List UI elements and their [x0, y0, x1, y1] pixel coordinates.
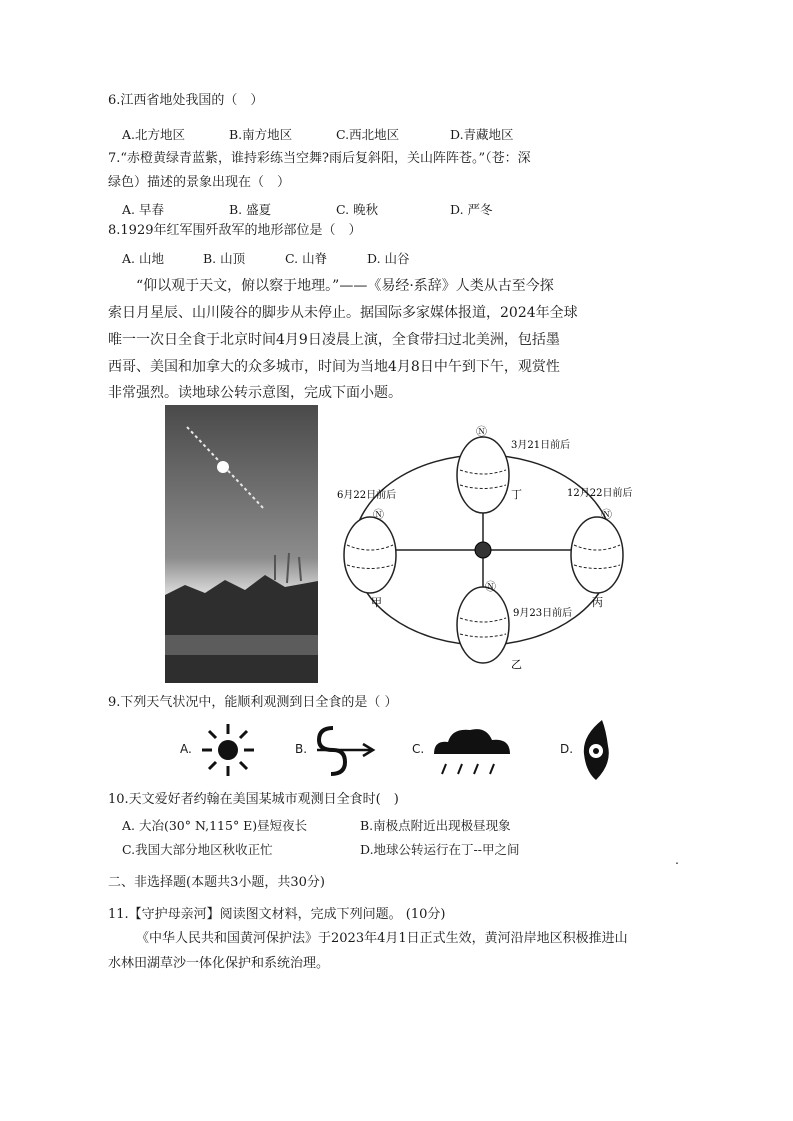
- q7-option-a: A. 早春: [122, 202, 164, 217]
- position-yi: 乙: [511, 658, 522, 671]
- passage-line-1: “仰以观于天文，俯以察于地理。”——《易经·系辞》人类从古至今探: [136, 278, 554, 294]
- q9-option-a-label: A.: [180, 742, 192, 756]
- passage-line-4: 西哥、美国和加拿大的众多城市，时间为当地4月8日中午到下午，观赏性: [108, 359, 560, 375]
- q9-option-c-label: C.: [412, 742, 425, 756]
- q9-option-a: [180, 720, 270, 780]
- q6-stem: 6.江西省地处我国的（ ）: [108, 93, 264, 108]
- wind-icon: [311, 720, 381, 780]
- north-pole-symbol-right: Ⓝ: [601, 508, 612, 521]
- q10-stem: 10.天文爱好者约翰在美国某城市观测日全食时( ): [108, 792, 399, 807]
- rain-cloud-icon: [428, 720, 518, 780]
- north-pole-symbol-left: Ⓝ: [373, 508, 384, 521]
- north-pole-symbol-top: Ⓝ: [476, 425, 487, 438]
- q9-option-c: [412, 720, 522, 780]
- q8-stem: 8.1929年红军围歼敌军的地形部位是（ ）: [108, 223, 362, 238]
- position-jia: 甲: [371, 596, 382, 609]
- q10-option-c: C.我国大部分地区秋收正忙: [122, 842, 273, 857]
- q11-para-line2: 水林田湖草沙一体化保护和系统治理。: [108, 956, 330, 971]
- position-ding: 丁: [511, 488, 522, 501]
- date-mar21: 3月21日前后: [511, 440, 571, 451]
- passage-line-3: 唯一一次日全食于北京时间4月9日凌晨上演，全食带扫过北美洲，包括墨: [108, 332, 560, 348]
- date-sep23: 9月23日前后: [513, 608, 573, 619]
- q6-option-c: C.西北地区: [336, 127, 400, 142]
- q9-option-b: [295, 720, 385, 780]
- q7-option-b: B. 盛夏: [229, 202, 272, 217]
- q9-option-b-label: B.: [295, 742, 308, 756]
- earth-bottom: [457, 587, 509, 663]
- north-pole-symbol-bottom: Ⓝ: [485, 580, 496, 593]
- q9-option-d-label: D.: [560, 742, 574, 756]
- q9-option-d: [560, 720, 650, 780]
- section-2-title: 二、非选择题(本题共3小题，共30分): [108, 875, 325, 890]
- earth-revolution-diagram: [335, 420, 635, 680]
- date-jun22: 6月22日前后: [337, 490, 397, 501]
- orbit-svg: [335, 420, 635, 680]
- q8-option-b: B. 山顶: [203, 251, 246, 266]
- date-dec22: 12月22日前后: [567, 488, 633, 499]
- sun-icon: [198, 720, 258, 780]
- q7-option-c: C. 晚秋: [336, 202, 379, 217]
- q6-option-a: A.北方地区: [122, 127, 186, 142]
- position-bing: 丙: [592, 596, 603, 609]
- q6-option-d: D.青藏地区: [450, 127, 514, 142]
- typhoon-icon: [576, 718, 616, 782]
- q10-option-b: B.南极点附近出现极昼现象: [360, 818, 511, 833]
- q6-option-b: B.南方地区: [229, 127, 293, 142]
- eclipse-photo: [165, 405, 318, 683]
- q11-para-line1: 《中华人民共和国黄河保护法》于2023年4月1日正式生效，黄河沿岸地区积极推进山: [136, 931, 628, 946]
- q9-stem: 9.下列天气状况中，能顺利观测到日全食的是（ ）: [108, 695, 398, 710]
- q7-option-d: D. 严冬: [450, 202, 493, 217]
- earth-top: [457, 437, 509, 513]
- stray-mark: .: [675, 852, 679, 867]
- earth-right: [571, 517, 623, 593]
- q7-stem-line2: 绿色）描述的景象出现在（ ）: [108, 175, 291, 190]
- passage-line-5: 非常强烈。读地球公转示意图，完成下面小题。: [108, 385, 402, 401]
- passage-line-2: 索日月星辰、山川陵谷的脚步从未停止。据国际多家媒体报道，2024年全球: [108, 305, 578, 321]
- q10-option-a: A. 大冶(30° N,115° E)昼短夜长: [122, 818, 308, 833]
- earth-left: [344, 517, 396, 593]
- q8-option-c: C. 山脊: [285, 251, 328, 266]
- q8-option-a: A. 山地: [122, 251, 164, 266]
- q11-stem: 11.【守护母亲河】阅读图文材料，完成下列问题。 (10分): [108, 907, 446, 922]
- q8-option-d: D. 山谷: [367, 251, 410, 266]
- eclipse-photo-art: [165, 405, 318, 683]
- q10-option-d: D.地球公转运行在丁--甲之间: [360, 842, 520, 857]
- q7-stem-line1: 7.“赤橙黄绿青蓝紫，谁持彩练当空舞?雨后复斜阳，关山阵阵苍。”（苍：深: [108, 151, 531, 166]
